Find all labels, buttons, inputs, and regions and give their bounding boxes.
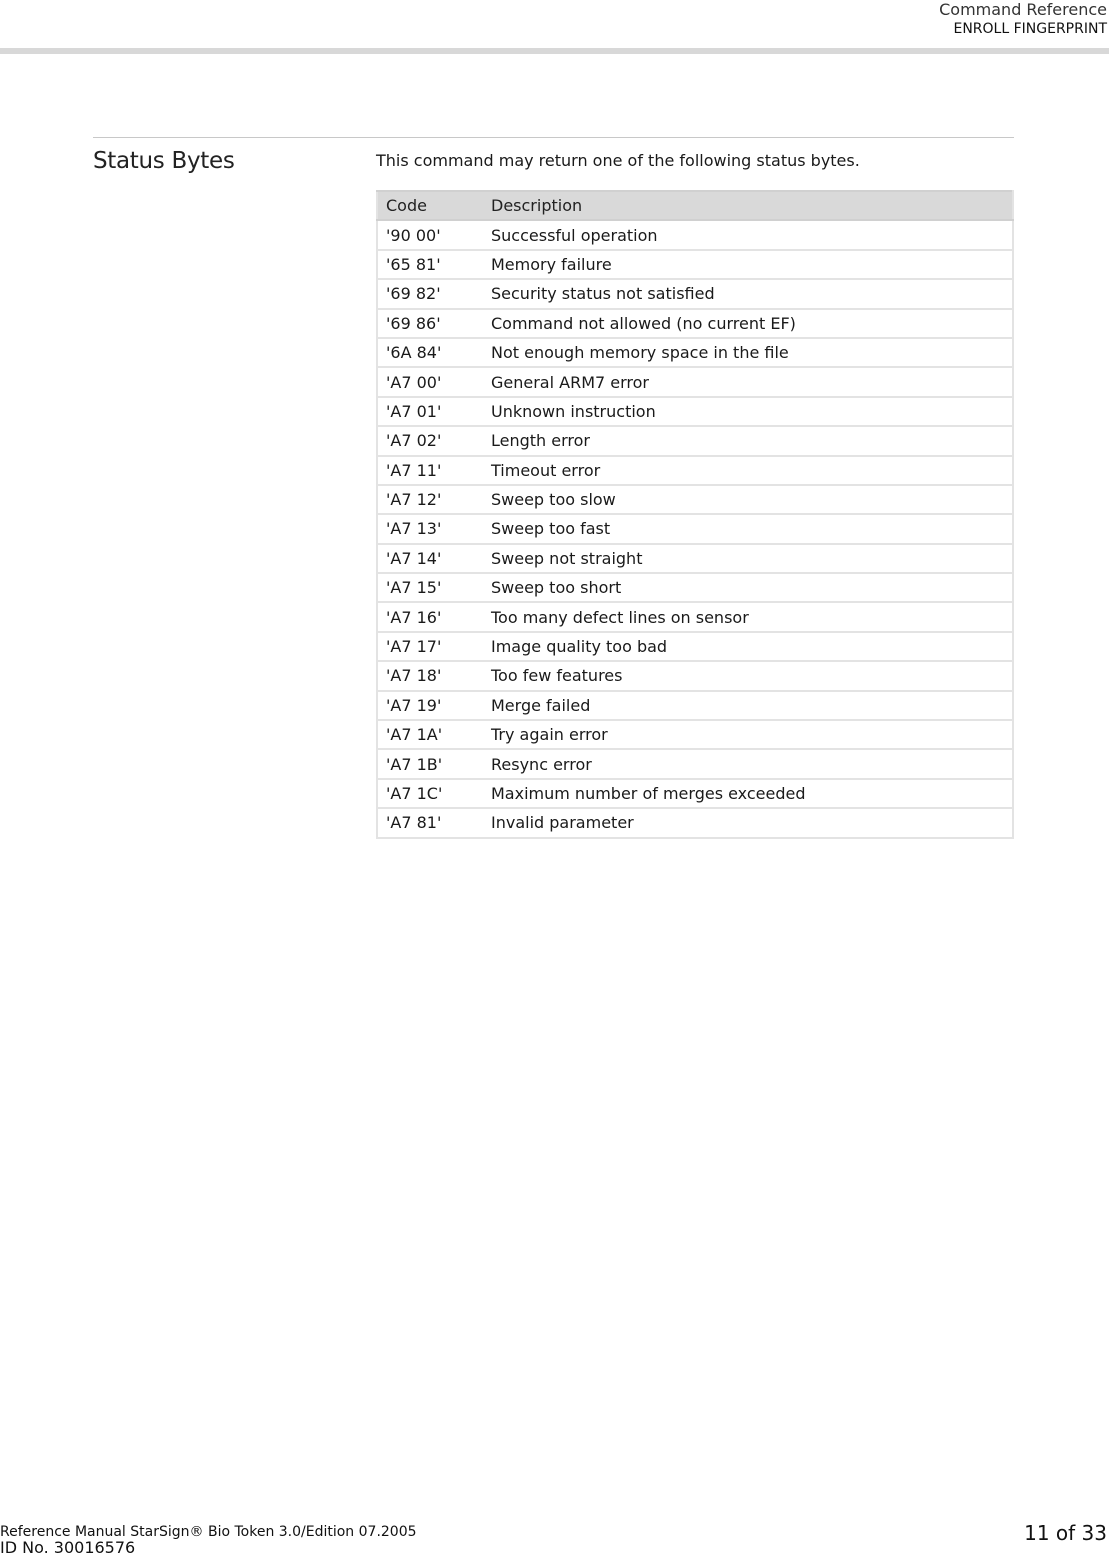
status-bytes-table <box>376 190 1014 839</box>
table-row <box>377 220 1013 249</box>
section-title: ENROLL FINGERPRINT <box>953 21 1107 37</box>
status-code-cell: 'A7 14' <box>377 544 483 573</box>
status-code-cell: 'A7 1A' <box>377 720 483 749</box>
status-description-cell: Try again error <box>483 720 1013 749</box>
status-code-cell: 'A7 02' <box>377 426 483 455</box>
status-code-cell: 'A7 01' <box>377 397 483 426</box>
column-header-code: Code <box>377 191 483 220</box>
table-row <box>377 456 1013 485</box>
status-code-cell: 'A7 17' <box>377 632 483 661</box>
table-row <box>377 808 1013 837</box>
table-row <box>377 632 1013 661</box>
manual-title: Reference Manual StarSign® Bio Token 3.0/Edition 07.2005 <box>0 1524 417 1540</box>
status-description-cell: Security status not satisfied <box>483 279 1013 308</box>
status-description-cell: Not enough memory space in the file <box>483 338 1013 367</box>
table-row <box>377 309 1013 338</box>
status-description-cell: Length error <box>483 426 1013 455</box>
table-row <box>377 691 1013 720</box>
table-row <box>377 338 1013 367</box>
status-code-cell: 'A7 15' <box>377 573 483 602</box>
status-code-cell: '69 86' <box>377 309 483 338</box>
status-code-cell: 'A7 00' <box>377 367 483 396</box>
side-heading: Status Bytes <box>93 148 235 174</box>
page-number: 11 of 33 <box>1024 1521 1107 1545</box>
status-code-cell: 'A7 81' <box>377 808 483 837</box>
table-body <box>377 220 1013 837</box>
status-description-cell: Invalid parameter <box>483 808 1013 837</box>
status-description-cell: Memory failure <box>483 250 1013 279</box>
table-row <box>377 367 1013 396</box>
table-row <box>377 602 1013 631</box>
status-code-cell: 'A7 12' <box>377 485 483 514</box>
header-divider <box>0 48 1109 54</box>
table-row <box>377 544 1013 573</box>
status-description-cell: Unknown instruction <box>483 397 1013 426</box>
status-code-cell: '69 82' <box>377 279 483 308</box>
page-header <box>939 0 1107 39</box>
status-code-cell: 'A7 18' <box>377 661 483 690</box>
status-description-cell: Command not allowed (no current EF) <box>483 309 1013 338</box>
table-row <box>377 250 1013 279</box>
status-description-cell: Successful operation <box>483 220 1013 249</box>
status-code-cell: 'A7 13' <box>377 514 483 543</box>
table-row <box>377 749 1013 778</box>
table-row <box>377 279 1013 308</box>
status-code-cell: 'A7 11' <box>377 456 483 485</box>
status-code-cell: '90 00' <box>377 220 483 249</box>
chapter-title: Command Reference <box>939 0 1107 19</box>
status-description-cell: Merge failed <box>483 691 1013 720</box>
table-row <box>377 573 1013 602</box>
status-description-cell: Resync error <box>483 749 1013 778</box>
status-description-cell: Sweep too short <box>483 573 1013 602</box>
status-description-cell: Too few features <box>483 661 1013 690</box>
table-row <box>377 720 1013 749</box>
status-description-cell: Timeout error <box>483 456 1013 485</box>
status-code-cell: 'A7 1B' <box>377 749 483 778</box>
page-footer <box>0 1524 417 1556</box>
status-code-cell: '65 81' <box>377 250 483 279</box>
status-description-cell: Too many defect lines on sensor <box>483 602 1013 631</box>
table-row <box>377 426 1013 455</box>
document-id: ID No. 30016576 <box>0 1538 136 1557</box>
status-description-cell: General ARM7 error <box>483 367 1013 396</box>
section-rule <box>93 137 1014 138</box>
intro-text: This command may return one of the following status bytes. <box>376 151 860 170</box>
table-row <box>377 779 1013 808</box>
column-header-description: Description <box>483 191 1013 220</box>
status-description-cell: Sweep too slow <box>483 485 1013 514</box>
status-description-cell: Image quality too bad <box>483 632 1013 661</box>
table-row <box>377 514 1013 543</box>
status-code-cell: 'A7 16' <box>377 602 483 631</box>
status-code-cell: 'A7 19' <box>377 691 483 720</box>
table-row <box>377 397 1013 426</box>
status-description-cell: Maximum number of merges exceeded <box>483 779 1013 808</box>
status-description-cell: Sweep not straight <box>483 544 1013 573</box>
table-row <box>377 485 1013 514</box>
status-code-cell: '6A 84' <box>377 338 483 367</box>
table-header-row <box>377 191 1013 220</box>
table-row <box>377 661 1013 690</box>
status-description-cell: Sweep too fast <box>483 514 1013 543</box>
status-code-cell: 'A7 1C' <box>377 779 483 808</box>
